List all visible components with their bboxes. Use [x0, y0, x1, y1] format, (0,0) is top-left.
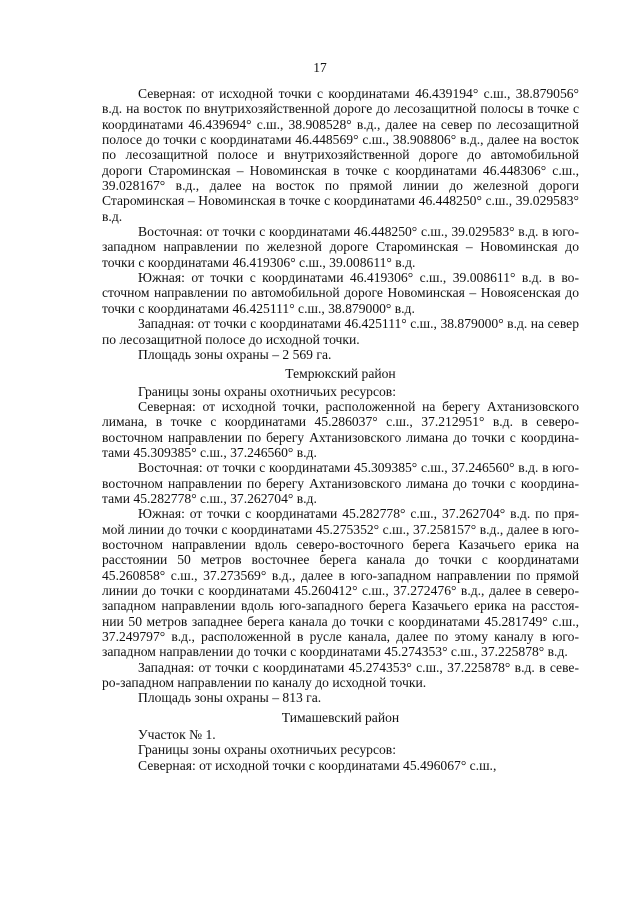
paragraph-plot-number: Участок № 1.: [138, 727, 216, 743]
paragraph-boundaries-label-1: Границы зоны охраны охотничьих ресурсов:: [138, 383, 396, 399]
paragraph-stamovskaya-north: Северная: от исходной точки с координатами 46.439194° с.ш., 38.879056° в.д. на восток по внутрихозяйственной дороге до лесозащитной полосы в точке с координатами 46.439694° с.ш., 38.908528° в.д., далее на север по лесозащитной полосе до точки с координатами 46.448569° с.ш., 38.908806° в.д., далее на восток по лесозащитной полосе и внутрихозяйственной дороге до автомобильной дороги Староминская – Новоминская в точке с координатами 46.448306° с.ш., 39.028167° в.д., далее на восток по прямой линии до железной дороги Староминская – Новоминская в точке с координатами 46.448250° с.ш., 39.029583° в.д.: [102, 86, 579, 224]
paragraph-area-1: Площадь зоны охраны – 2 569 га.: [138, 346, 332, 362]
paragraph-boundaries-label-2: Границы зоны охраны охотничьих ресурсов:: [138, 742, 396, 758]
paragraph-area-2: Площадь зоны охраны – 813 га.: [138, 690, 322, 706]
paragraph-stamovskaya-west: Западная: от точки с координатами 46.425111° с.ш., 38.879000° в.д. на север по лесозащитной полосе до исходной точки.: [102, 316, 579, 347]
section-heading-timashevsk: Тимашевский район: [281, 709, 400, 725]
page-number: 17: [313, 60, 327, 75]
paragraph-stamovskaya-east: Восточная: от точки с координатами 46.448250° с.ш., 39.029583° в.д. в юго-западном направлении по железной дороге Староминская – Новоминская до точки с координатами 46.419306° с.ш., 39.008611° в.д.: [102, 224, 579, 270]
paragraph-stamovskaya-south: Южная: от точки с координатами 46.419306° с.ш., 39.008611° в.д. в восточном направлении по автомобильной дороге Новоминская – Новоясенская до точки с координатами 46.425111° с.ш., 38.879000° в.д.: [102, 270, 579, 316]
paragraph-temryuk-west: Западная: от точки с координатами 45.274353° с.ш., 37.225878° в.д. в северо-западном направлении по каналу до исходной точки.: [102, 659, 579, 691]
paragraph-temryuk-north: Северная: от исходной точки, расположенной на берегу Ахтанизовского лимана, в точке с координатами 45.286037° с.ш., 37.212951° в.д. в северо-восточном направлении по берегу Ахтанизовского лимана до точки с координатами 45.309385° с.ш., 37.246560° в.д.: [102, 398, 579, 460]
paragraph-temryuk-south: Южная: от точки с координатами 45.282778° с.ш., 37.262704° в.д. по прямой линии до точки с координатами 45.275352° с.ш., 37.258157° в.д., далее в юго-восточном направлении вдоль северо-восточного берега Казачьего ерика на расстоянии 50 метров восточнее берега канала до точки с координатами 45.260858° с.ш., 37.273569° в.д., далее в юго-западном направлении по прямой линии до точки с координатами 45.260412° с.ш., 37.272476° в.д., далее в северо-западном направлении вдоль юго-западного берега Казачьего ерика на расстоянии 50 метров западнее берега канала до точки с координатами 45.281749° с.ш., 37.249797° в.д., расположенной в русле канала, далее по этому каналу в юго-западном направлении до точки с координатами 45.274353° с.ш., 37.225878° в.д.: [102, 506, 579, 660]
document-body: [102, 86, 579, 773]
paragraph-timashevsk-north: Северная: от исходной точки с координатами 45.496067° с.ш.,: [138, 757, 497, 773]
section-heading-temryuk: Темрюкский район: [285, 366, 396, 382]
paragraph-temryuk-east: Восточная: от точки с координатами 45.309385° с.ш., 37.246560° в.д. в юго-восточном направлении по берегу Ахтанизовского лимана до точки с координатами 45.282778° с.ш., 37.262704° в.д.: [102, 460, 579, 506]
